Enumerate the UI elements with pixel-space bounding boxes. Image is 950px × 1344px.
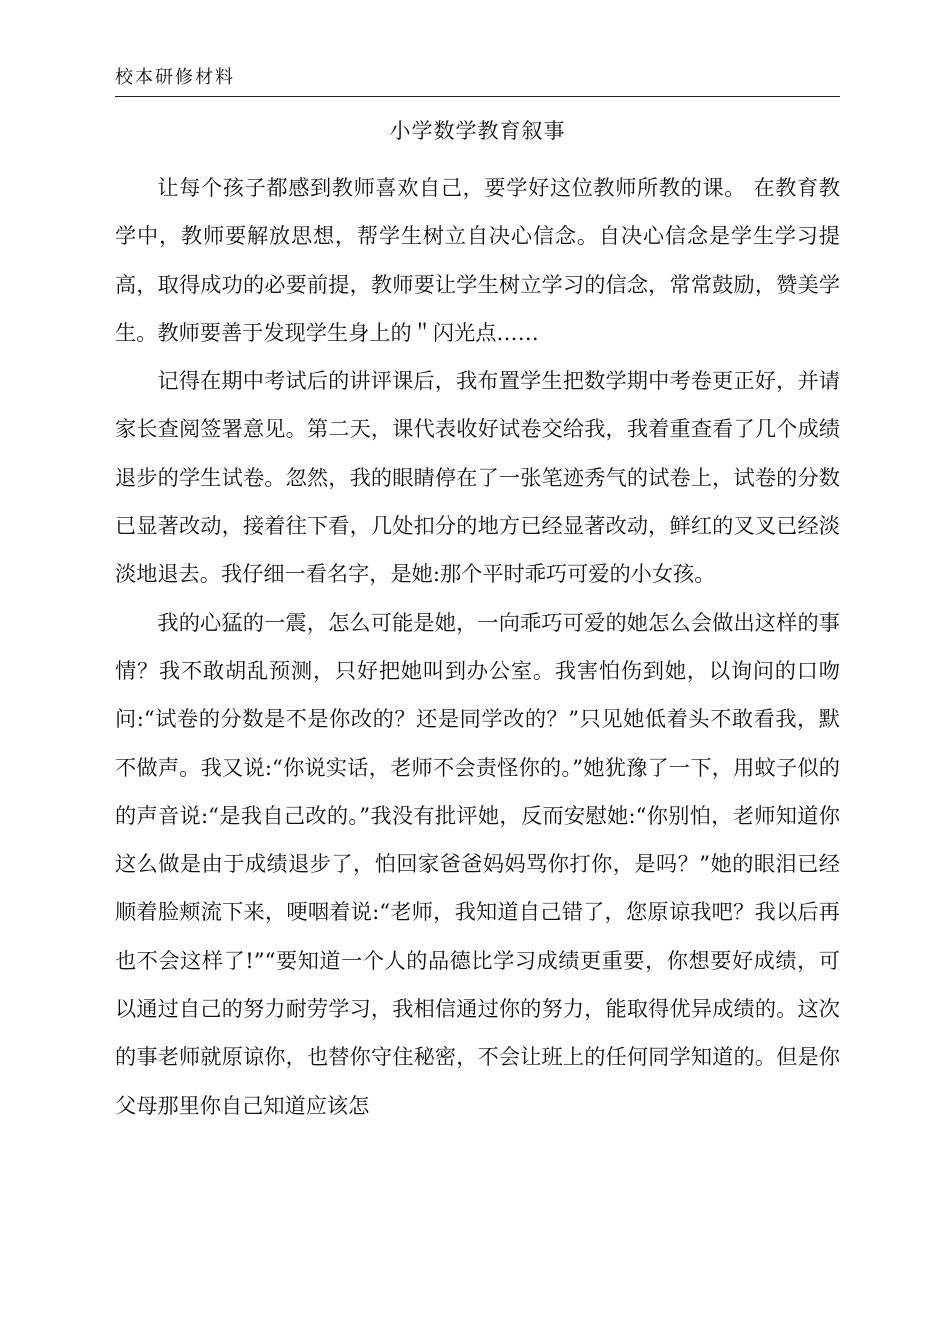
header-label: 校本研修材料	[115, 67, 235, 88]
document-title: 小学数学教育叙事	[389, 119, 566, 143]
document-body	[115, 164, 840, 1130]
paragraph-2: 记得在期中考试后的讲评课后，我布置学生把数学期中考卷更正好，并请家长查阅签署意见。第二天，课代表收好试卷交给我，我着重查看了几个成绩退步的学生试卷。忽然，我的眼睛停在了一张笔迹秀气的试卷上，试卷的分数已显著改动，接着往下看，几处扣分的地方已经显著改动，鲜红的叉叉已经淡淡地退去。我仔细一看名字，是她:那个平时乖巧可爱的小女孩。	[115, 368, 840, 587]
paragraph-3: 我的心猛的一震，怎么可能是她，一向乖巧可爱的她怎么会做出这样的事情？我不敢胡乱预测，只好把她叫到办公室。我害怕伤到她，以询问的口吻问:“试卷的分数是不是你改的？还是同学改的？”只见她低着头不敢看我，默不做声。我又说:“你说实话，老师不会责怪你的。”她犹豫了一下，用蚊子似的的声音说:“是我自己改的。”我没有批评她，反而安慰她:“你别怕，老师知道你这么做是由于成绩退步了，怕回家爸爸妈妈骂你打你，是吗？”她的眼泪已经顺着脸颊流下来，哽咽着说:“老师，我知道自己错了，您原谅我吧？我以后再也不会这样了!”“要知道一个人的品德比学习成绩更重要，你想要好成绩，可以通过自己的努力耐劳学习，我相信通过你的努力，能取得优异成绩的。这次的事老师就原谅你，也替你守住秘密，不会让班上的任何同学知道的。但是你父母那里你自己知道应该怎	[115, 609, 840, 1118]
page-header	[115, 66, 840, 97]
paragraph-1: 让每个孩子都感到教师喜欢自己，要学好这位教师所教的课。 在教育教学中，教师要解放思想，帮学生树立自决心信念。自决心信念是学生学习提高，取得成功的必要前提，教师要让学生树立学习的信念，常常鼓励，赞美学生。教师要善于发现学生身上的＂闪光点……	[115, 175, 840, 345]
